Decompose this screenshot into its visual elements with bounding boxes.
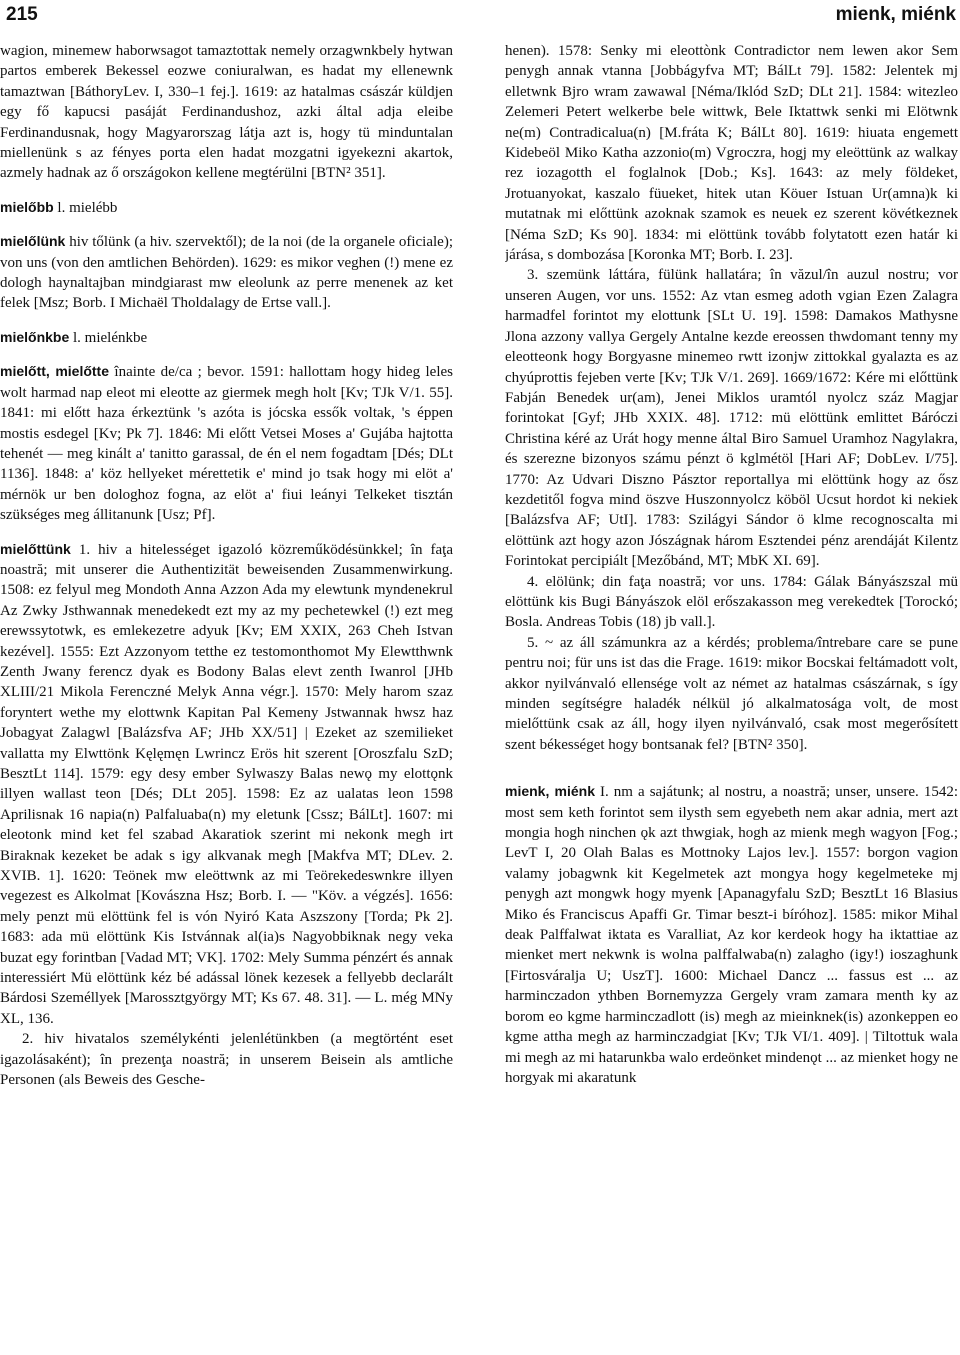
- entry-text: 3. szemünk láttára, fülünk hallatára; în văzul/în auzul nostru; vor unseren Augen, vor uns. 1552: Az vtan esmeg adoth vgian Ezen Zalagra harmadfel forintot my elottunk [SLt U. 19]. 1598: Damakos Mathysne Jlona azzony vallya Gergely Antalne kezde ereossen thwdomant tenny my eleotteonk hogy Borgyasne minemeo rwtt izonjw zittokkal gyalazta es az chyúprottis fejeben verte [Kv; TJk V/1. 269]. 1669/1672: Kére mi előttünk Fabján Benedek ur(am), Jenei Miklos uramtól nyolcz száz Magjar forintokat [Gyf; JHb XXIX. 48]. 1712: mü elöttünk emlittet Báróczi Christina kéré az Urát hogy menne által Biro Samuel Uramhoz Nagylakra, és szerezne bizonyos számu pénzt ö kglmétöl [Hari AF; DobLev. I/75]. 1770: Az Udvari Diszno Pásztor reportallya mi elöttünk hogy az ősz kezdetitől fogva mind öszve Huszonnyolcz köböl Ucsut hordot ki nekiek [Balázsfva AF; UtI]. 1783: Szilágyi Sándor ö klme recognoscalta mi elöttünk azt hogy azon Jószágnak három Esztendei pénz arendáját Kilentz Forintokat percipiált [Mezőbánd, MT; MbK XI. 69].: [505, 267, 958, 570]
- entry-text: hiv tőlünk (a hiv. szervektől); de la noi (de la organele oficiale); von uns (von den amtlichen Behörden). 1629: es mikor veghen (!) mene ez dologh haynaltajban mindgiarast mw eleolunk az perre menenek az ket felek [Msz; Borb. I Michaël Tholdalagy de Ertse vall.].: [0, 234, 453, 312]
- dictionary-paragraph: [0, 1029, 453, 1090]
- headword: mielőttünk: [0, 540, 71, 557]
- headword: mienk, miénk: [505, 783, 595, 800]
- dictionary-paragraph: [0, 41, 453, 184]
- dictionary-paragraph: [505, 41, 958, 265]
- entry-text: I. nm a sajátunk; al nostru, a noastră; unser, unsere. 1542: most sem keth forintot sem ilysth sem egyebeth nem akar adnia, mert azt mongia hogh ninchen ǫk azt thwgiak, hogh az mienk megh wagyon [Fog.; LevT I, 20 Olah Balas es Mottnoky Lajos lev.]. 1557: borgon vagion valamy jobagwnk kit Kegelmetek azt mongya hogy kegelmeteke mj penygh azt mongwk hogy myenk [Apanagyfalu SzD; BesztLt 16 Blasius Miko és Franciscus Apaffi Gr. Timar beszt-i bíróhoz]. 1585: mikor Mihal deak Palffalwat iktata es Varalliat, Az kor kerdeok hogy ha iktattiae az mienket mert nekwnk is wolna palffalwaba(n) zalagho (igy!) ioszaghunk [Firtosváralja U; UszT]. 1600: Michael Dancz ... fassus est ... az harminczadon ythben Bornemyzza Gergely vram zamara menth ky az borom eo kgme harminczadlott (is) megh az mieinknek(is) azonkeppen eo kgme attha megh az harminczadgiat [Kv; TJk VI/1. 409]. | Tiltottuk wala mi megh az mi hatarunkba walo erdeönket mindenǫt ... az mienket hogy ne horgyak mi akaratunk: [505, 784, 958, 1086]
- entry-text: 2. hiv hivatalos személykénti jelenlétünkben (a megtörtént eset igazolásaként); în prezenţa noastră; in unserem Beisein als amtliche Personen (als Beweis des Gesche-: [0, 1031, 453, 1089]
- dictionary-paragraph: [0, 361, 453, 525]
- dictionary-paragraph: [0, 197, 453, 218]
- right-column: [505, 41, 958, 1351]
- dictionary-paragraph: [505, 633, 958, 755]
- dictionary-paragraph: [0, 231, 453, 314]
- entry-text: l. mielébb: [53, 199, 118, 216]
- headword: mielőbb: [0, 198, 54, 215]
- dictionary-paragraph: [505, 265, 958, 571]
- entry-text: 1. hiv a hitelességet igazoló közreműködésünkkel; în faţa noastră; mit unserer die Authentizität beweisenden Zusammenwirkung. 1508: ez felyul meg Mondoth Anna Azzon Ada my elewtunk myndenekrul Az Zwky Jsthwannak menedekedt ezt my az my pechetewkel (!) ezt meg erewssytotwk, es emlekezetre adyuk [Kv; EM XXIX, 263 Cheh Istvan kezével]. 1555: Ezt Azzonyom tetthe ez testomonthomot My Elewtthwnk Zenth Jwany ferencz dyak es Bodony Balas elevt zenth Iwanrol [JHb XLIII/21 Mikola Ferenczné Melyk Anna végr.]. 1570: Mely harom szaz foryntert wethe my elottwnk Kapitan Pal Kemeny Jstwannak hwsz haz Jobagyat Zalagwl [Balázsfva AF; JHb XX/51] | Ezeket az szemilieket vallatta my Elwttönk Kęlęmęn Lwrincz Erös hit szerent [Oroszfalu SzD; BesztLt 114]. 1579: egy desy ember Sylwaszy Balas newǫ my elottǫnk illyen wallast teon [Dés; DLt 205]. 1598: Ez az ualatas leon 1598 Aprilisnak 16 napia(n) Palfaluaba(n) my eletunk [Cssz; BálLt]. 1607: mi eleotonk mind ket fel szabad Akaratiok szerint mi nekonk megh irt Biraknak kezeket be adak s igy alkvanak megh [Makfva MT; DLev. 2. XVIB. 1]. 1620: Teönek mw eleöttwnk az mi Teörekedeswnkre illyen vegezest es Alkolmat [Kovászna Hsz; Borb. I. — "Köv. a végzés]. 1656: mely penzt mü elöttünk fel is vón Nyiró Kata Aszszony [Torda; Pk 2]. 1683: ada mü elöttünk Kis Istvánnak al(ia)s Nagyobbiknak negy veka buzat egy forintban [Vadad MT; VK]. 1702: Mely Summa pénzért és annak interessiért Mü elöttünk kéz bé adással lönek kezesek a fellyebb declarált Bárdosi Személlyek [Marossztgyörgy MT; Ks 67. 48. 31]. — L. még MNy XL, 136.: [0, 541, 453, 1027]
- entry-text: 4. elölünk; din faţa noastră; vor uns. 1784: Gálak Bányászszal mü elöttünk kis Bugi Bányászok elöl erőszakasson meg verekedtek [Torockó; Bosla. Andreas Tobis (18) jb vall.].: [505, 573, 958, 631]
- page-number: 215: [6, 4, 38, 25]
- dictionary-paragraph: [505, 572, 958, 633]
- entry-text: wagion, minemew haborwsagot tamaztottak nemely orzagwnkbely hytwan partos emberek Bekessel eozwe coniuralwan, es hadat my ellenewnk tamaztwan [BáthoryLev. I, 330–1 fej.]. 1619: az hatalmas császár küldjen egy fő kapucsi pasáját Ferdinandushoz, azki által adja eleibe Ferdinandusnak, hogy Magyarorszag látja azt is, hogy tü minduntalan miellenünk s az fényes porta elen hadat mozgatni igyekezni akartok, azmely hadnak az ő országokon kellene megtérülni [BTN² 351].: [0, 43, 453, 182]
- entry-text: înainte de/ca ; bevor. 1591: hallottam hogy hideg leles wolt harmad nap eleot mi eleotte az giermek megh holt [Kv; TJk V/1. 55]. 1841: mi előtt haza érkeztünk 's azóta is jócska essők voltak, 's éppen mostis esdegel [Kv; Pk 7]. 1846: Mi előtt Vetsei Moses a' Gujába hajtotta tehenét — meg kinált a' tanitto garassal, de én el nem fogadtam [Dés; DLt 1136]. 1848: a' köz hellyeket mérettetik e' mind jo tsak hogy mi elöt a' mérnök ur ben dologhoz fogna, az elöt a' fiui leányi Telkeket tisztán szükséges meg állitanunk [Usz; Pf].: [0, 364, 453, 524]
- left-column: [0, 41, 453, 1351]
- dictionary-paragraph: [0, 539, 453, 1030]
- entry-text: l. mielénkbe: [69, 329, 148, 346]
- page-header: [0, 0, 960, 40]
- dictionary-paragraph: [505, 781, 958, 1088]
- running-head: mienk, miénk: [835, 4, 956, 25]
- headword: mielőlünk: [0, 233, 66, 250]
- entry-text: 5. ~ az áll számunkra az a kérdés; problema/întrebare care se pune pentru noi; für uns ist das die Frage. 1619: mikor Bocskai feltámadott volt, akkor nyilvánvaló ellensége volt az német az hatalmas császárnak, s így minden segítségre haladék nélkül jó alkalmatosága volt, de most mielőttünk csak az áll, hogy ilyen nyilvánvaló, csak most megerősített szent békességet hogy bontsanak fel? [BTN² 350].: [505, 634, 958, 753]
- entry-text: henen). 1578: Senky mi eleottònk Contradictor nem lewen akor Sem penygh annak vtanna [Jobbágyfva MT; BálLt 79]. 1582: Jelentek mj elletwnk Bjro wram zawawal [Néma/Iklód SzD; DLt 21]. 1584: witezleo Zelemeri Petert welkerbe bele wittwk, Bele Iktattwk senki mi Elötwnk ne(m) Contradicalua(n) [M.fráta K; BálLt 80]. 1619: hiuata engemett Kidebeöl Miko Katha azzonio(m) Vgroczra, hogj my eleöttünk az walkay rez iozagotth el foglalnok [Dob.; Ks]. 1643: az mely földeket, Jrotuanyokat, kaszalo füueket, hitek utan Köuer Istuan Ur(amna)k ki mutatnak mi előttünk azoknak szamok es neuek ez szerent kövétkeznek [Néma SzD; Ks 90]. 1834: mi elöttünk tovább folytatott ezen határ ki járása, s dombozása [Koronka MT; Borb. I. 23].: [505, 43, 958, 264]
- headword: mielőtt, mielőtte: [0, 363, 109, 380]
- dictionary-paragraph: [0, 327, 453, 348]
- headword: mielőnkbe: [0, 328, 70, 345]
